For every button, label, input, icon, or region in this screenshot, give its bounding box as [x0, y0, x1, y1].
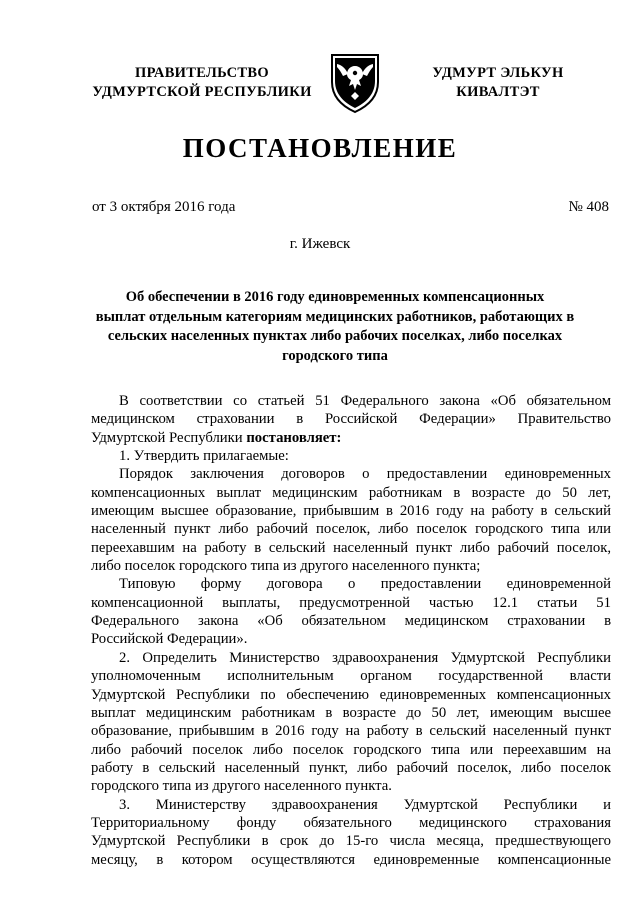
body-line — [91, 465, 611, 483]
body-line-text: В соответствии со статьей 51 Федерального закона «Об обязательном — [119, 393, 611, 409]
body-line-bold-text: постановляет: — [246, 429, 342, 446]
body-line-text: Удмуртской Республики — [91, 429, 247, 446]
body-line — [91, 686, 611, 704]
issuer-russian-line-1: ПРАВИТЕЛЬСТВО — [135, 65, 269, 81]
subject-line: сельских населенных пунктах либо рабочих поселках, либо поселках — [107, 328, 563, 344]
document-body — [91, 392, 611, 869]
body-line-text: Федерального закона «Об обязательном медицинском страховании в — [91, 613, 611, 630]
body-line-text: выплат медицинским работникам в возрасте до 50 лет, имеющим высшее — [91, 704, 611, 721]
subject-line: городского типа — [282, 347, 388, 364]
body-line — [91, 575, 611, 593]
body-line — [91, 777, 611, 795]
body-line-text: образование, прибывшим в 2016 году на работу в сельский населенный пункт — [91, 723, 611, 740]
document-title: ПОСТАНОВЛЕНИЕ — [182, 133, 458, 163]
body-line — [91, 851, 611, 869]
subject-line: выплат отдельным категориям медицинских работников, работающих в — [95, 308, 575, 325]
body-line-text: Удмуртской Республики в срок до 15-го числа месяца, предшествующего — [91, 833, 611, 850]
issuer-udmurt — [408, 64, 588, 102]
body-line-text: Российской Федерации». — [91, 631, 248, 648]
document-subject — [90, 288, 580, 366]
body-line-text: имеющим высшее образование, прибывшим в 2016 году на работу в сельский — [91, 503, 611, 520]
body-line — [91, 630, 611, 648]
issuer-russian-line-2: УДМУРТСКОЙ РЕСПУБЛИКИ — [92, 84, 312, 100]
body-line-text: компенсационных выплат медицинским работникам в возрасте до 50 лет, — [91, 484, 611, 501]
body-line — [91, 594, 611, 612]
body-line — [91, 759, 611, 777]
body-line-text: либо рабочий поселок либо поселок городского типа или переехавшим на — [91, 741, 611, 758]
body-line — [91, 612, 611, 630]
body-line-text: уполномоченным исполнительным органом государственной власти — [91, 668, 611, 685]
body-line — [91, 429, 611, 447]
body-line-text: переехавшим на работу в сельский населенный пункт либо рабочий поселок, — [91, 539, 611, 556]
body-line — [91, 502, 611, 520]
body-line-text: Удмуртской Республики по обеспечению единовременных компенсационных — [91, 686, 611, 703]
body-line-text: населенный пункт либо рабочий поселок, либо поселок городского типа или — [91, 521, 611, 538]
issuer-russian — [84, 64, 320, 102]
udmurt-coat-of-arms-icon — [328, 52, 382, 114]
body-line — [91, 410, 611, 428]
body-line — [91, 814, 611, 832]
body-line-text: 1. Утвердить прилагаемые: — [119, 448, 289, 465]
body-line-text: Типовую форму договора о предоставлении единовременной — [119, 576, 611, 593]
body-line-text: месяцу, в котором осуществляются единовременные компенсационные — [91, 851, 611, 868]
body-line — [91, 520, 611, 538]
body-line — [91, 704, 611, 722]
body-line-text: работу в сельский населенный пункт, либо рабочий поселок, либо поселок — [91, 759, 611, 776]
issuer-udmurt-line-1: УДМУРТ ЭЛЬКУН — [432, 65, 564, 81]
body-line-text: компенсационной выплаты, предусмотренной частью 12.1 статьи 51 — [91, 594, 611, 611]
document-number: № 408 — [568, 199, 609, 215]
subject-line: Об обеспечении в 2016 году единовременных компенсационных — [125, 289, 545, 305]
document-city: г. Ижевск — [289, 236, 351, 252]
body-line-text: 3. Министерству здравоохранения Удмуртской Республики и — [119, 796, 611, 813]
body-line-text: либо поселок городского типа из другого населенного пункта; — [91, 558, 481, 575]
body-line-text: Территориальному фонду обязательного медицинского страхования — [91, 814, 611, 831]
body-line-text: Порядок заключения договоров о предоставлении единовременных — [119, 466, 611, 483]
body-line — [91, 667, 611, 685]
body-line — [91, 832, 611, 850]
issuer-udmurt-line-2: КИВАЛТЭТ — [456, 84, 540, 100]
body-line — [91, 484, 611, 502]
body-line-text: медицинском страховании в Российской Федерации» Правительство — [91, 411, 611, 428]
body-line-text: 2. Определить Министерство здравоохранения Удмуртской Республики — [119, 649, 611, 666]
body-line-text: городского типа из другого населенного пункта. — [91, 778, 392, 795]
body-line — [91, 741, 611, 759]
body-line — [91, 392, 611, 410]
document-date: от 3 октября 2016 года — [92, 199, 236, 215]
body-line — [91, 557, 611, 575]
body-line — [91, 539, 611, 557]
body-line — [91, 649, 611, 667]
body-line — [91, 447, 611, 465]
body-line — [91, 722, 611, 740]
body-line — [91, 796, 611, 814]
